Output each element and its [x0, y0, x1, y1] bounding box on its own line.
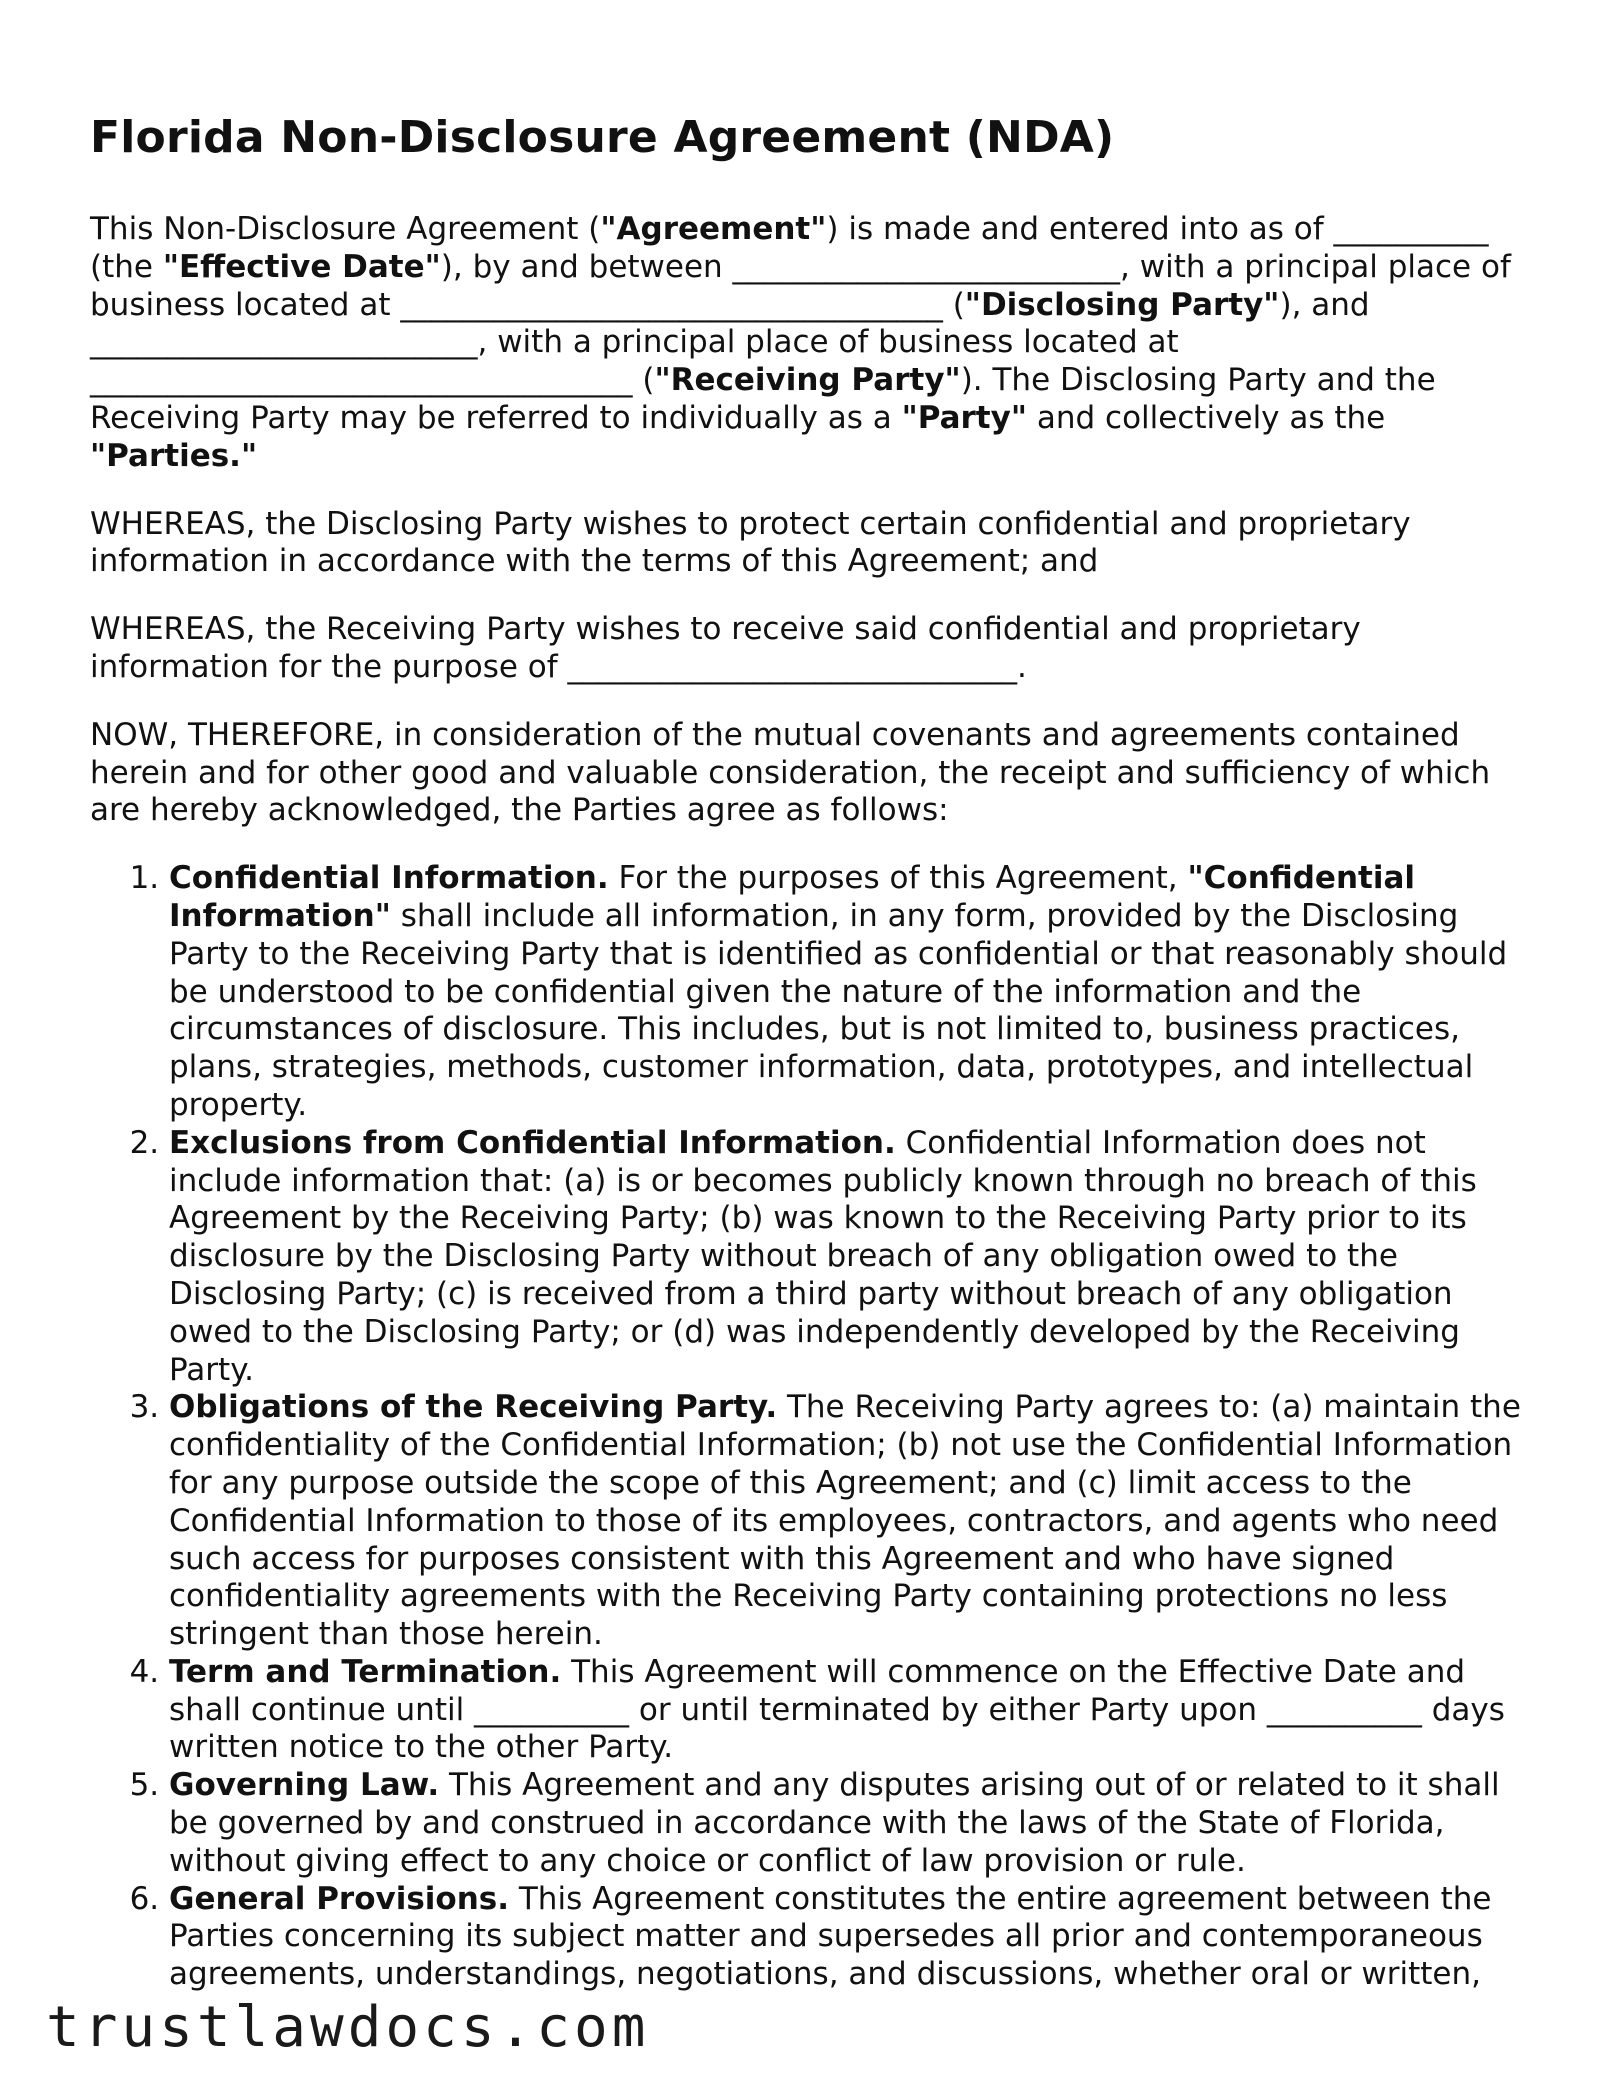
term-heading: Confidential Information. [169, 860, 609, 897]
now-therefore-paragraph: NOW, THEREFORE, in consideration of the mutual covenants and agreements contained herein and for other good and valuable consideration, the receipt and sufficiency of which are hereby acknowledged, the Parties agree as follows: [90, 716, 1491, 829]
term-heading: Exclusions from Confidential Information. [169, 1124, 896, 1161]
term-disclosing-party: "Disclosing Party" [964, 286, 1280, 323]
watermark: trustlawdocs.com [46, 1995, 650, 2060]
document-title: Florida Non-Disclosure Agreement (NDA) [90, 112, 1115, 163]
intro-paragraph: This Non-Disclosure Agreement ("Agreement") is made and entered into as of __________ (the "Effective Date"), by and between _________________________, with a principal place of business located at ___________________________________ ("Disclosing Party"), and _________________________, with a principal place of business located at ___________________________________ ("Receiving Party"). The Disclosing Party and the Receiving Party may be referred to individually as a "Party" and collectively as the "Parties." [90, 211, 1511, 474]
whereas-paragraph-1: WHEREAS, the Disclosing Party wishes to protect certain confidential and proprietary information in accordance with the terms of this Agreement; and [90, 505, 1411, 580]
term-item-exclusions: 2. Exclusions from Confidential Information. Confidential Information does not include information that: (a) is or becomes publicly known through no breach of this Agreement by the Receiving Party; (b) was known to the Receiving Party prior to its disclosure by the Disclosing Party without breach of any obligation owed to the Disclosing Party; (c) is received from a third party without breach of any obligation owed to the Disclosing Party; or (d) was independently developed by the Receiving Party. [169, 1125, 1540, 1390]
term-agreement: "Agreement" [600, 211, 827, 247]
term-heading: Governing Law. [169, 1767, 440, 1804]
term-receiving-party: "Receiving Party" [654, 362, 961, 399]
term-item-obligations: 3. Obligations of the Receiving Party. The Receiving Party agrees to: (a) maintain the confidentiality of the Confidential Information; (b) not use the Confidential Information for any purpose outside the scope of this Agreement; and (c) limit access to the Confidential Information to those of its employees, contractors, and agents who need such access for purposes consistent with this Agreement and who have signed confidentiality agreements with the Receiving Party containing protections no less stringent than those herein. [169, 1389, 1540, 1654]
term-item-term-and-termination: 4. Term and Termination. This Agreement will commence on the Effective Date and shall continue until __________ or until terminated by either Party upon __________ days written notice to the other Party. [169, 1654, 1540, 1767]
document-page [90, 112, 1540, 1994]
term-heading: Term and Termination. [169, 1653, 562, 1690]
terms-list [90, 860, 1540, 1994]
term-item-governing-law: 5. Governing Law. This Agreement and any disputes arising out of or related to it shall be governed by and construed in accordance with the laws of the State of Florida, without giving effect to any choice or conflict of law provision or rule. [169, 1767, 1540, 1880]
term-item-general-provisions: 6. General Provisions. This Agreement constitutes the entire agreement between the Parties concerning its subject matter and supersedes all prior and contemporaneous agreements, understandings, negotiations, and discussions, whether oral or written, [169, 1881, 1540, 1994]
term-heading: Obligations of the Receiving Party. [169, 1389, 778, 1426]
term-parties: "Parties." [90, 437, 258, 474]
term-party: "Party" [901, 399, 1027, 436]
whereas-paragraph-2: WHEREAS, the Receiving Party wishes to receive said confidential and proprietary information for the purpose of _____________________________. [90, 611, 1361, 685]
term-item-confidential-information: 1. Confidential Information. For the purposes of this Agreement, "Confidential Information" shall include all information, in any form, provided by the Disclosing Party to the Receiving Party that is identified as confidential or that reasonably should be understood to be confidential given the nature of the information and the circumstances of disclosure. This includes, but is not limited to, business practices, plans, strategies, methods, customer information, data, prototypes, and intellectual property. [169, 860, 1540, 1125]
term-heading: General Provisions. [169, 1880, 510, 1917]
term-effective-date: "Effective Date" [162, 248, 441, 285]
